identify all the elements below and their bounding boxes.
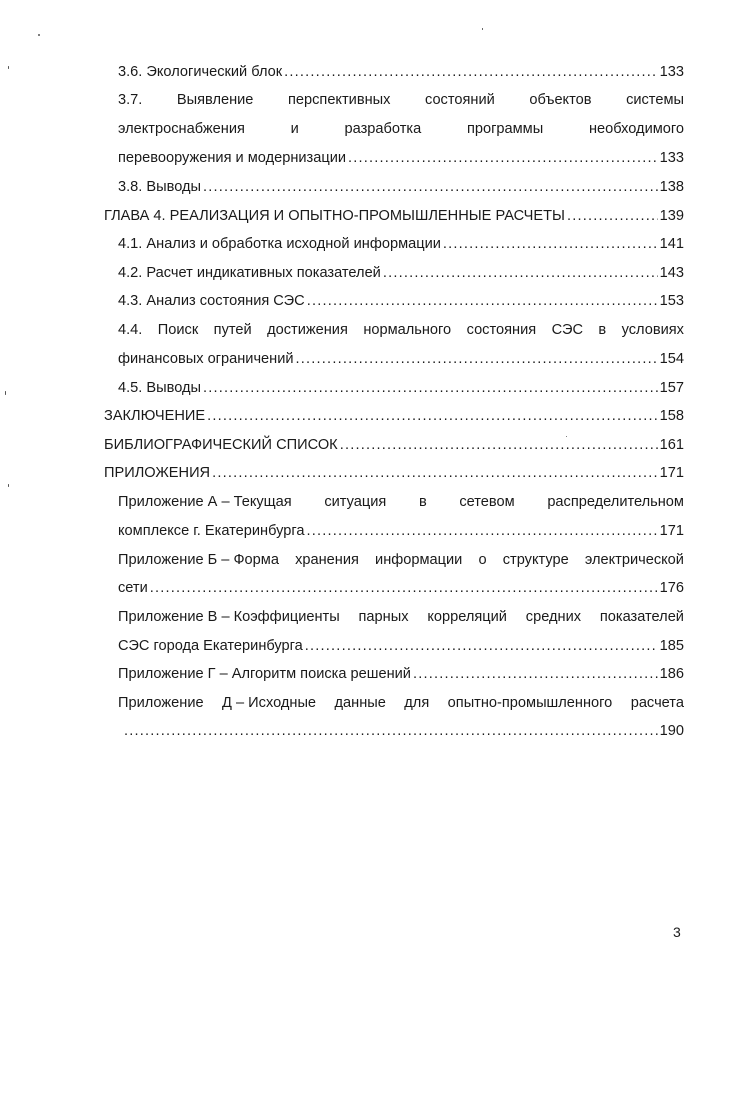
dot-leader	[284, 61, 657, 83]
toc-entry-title: ГЛАВА 4. РЕАЛИЗАЦИЯ И ОПЫТНО-ПРОМЫШЛЕННЫЕ РАСЧЕТЫ	[104, 208, 565, 224]
toc-entry-page: 161	[659, 437, 684, 453]
toc-entry-page: 171	[659, 465, 684, 481]
dot-leader	[383, 262, 658, 284]
toc-entry-title: 4.1. Анализ и обработка исходной информации	[118, 236, 441, 252]
word: распределительном	[547, 494, 684, 510]
toc-entry-title: СЭС города Екатеринбурга	[118, 638, 303, 654]
scan-speck	[38, 34, 40, 36]
toc-entry-page: 171	[659, 523, 684, 539]
toc-entry[interactable]	[104, 205, 684, 227]
toc-entry[interactable]	[122, 720, 684, 742]
dot-leader	[340, 434, 658, 456]
toc-entry-title: финансовых ограничений	[118, 351, 294, 367]
word: для	[404, 695, 430, 711]
word: парных	[358, 609, 409, 625]
toc-entry-line[interactable]	[118, 606, 684, 628]
toc-entry-page: 154	[659, 351, 684, 367]
toc-entry[interactable]	[118, 147, 684, 169]
toc-entry[interactable]	[118, 663, 684, 685]
word: Д – Исходные	[222, 695, 317, 711]
toc-entry-line[interactable]	[118, 491, 684, 513]
word: достижения	[267, 322, 348, 338]
word: Приложение А – Текущая	[118, 494, 292, 510]
scan-speck	[482, 28, 483, 30]
toc-entry-title: БИБЛИОГРАФИЧЕСКИЙ СПИСОК	[104, 437, 338, 453]
toc-entry-title: 4.2. Расчет индикативных показателей	[118, 265, 381, 281]
word: электроснабжения	[118, 121, 245, 137]
word: информации	[375, 552, 463, 568]
word: опытно-промышленного	[447, 695, 613, 711]
toc-entry-line[interactable]	[118, 89, 684, 111]
toc-entry-title: ПРИЛОЖЕНИЯ	[104, 465, 211, 481]
word: средних	[525, 609, 582, 625]
toc-entry-page: 138	[659, 179, 684, 195]
toc-entry-title: перевооружения и модернизации	[118, 150, 346, 166]
dot-leader	[124, 720, 658, 742]
toc-entry[interactable]	[104, 462, 684, 484]
toc-entry-page: 176	[659, 580, 684, 596]
toc-entry-page: 185	[659, 638, 684, 654]
dot-leader	[150, 577, 658, 599]
toc-entry-page: 141	[659, 236, 684, 252]
word: данные	[334, 695, 386, 711]
toc-entry-title: комплексе г. Екатеринбурга	[118, 523, 305, 539]
word: в	[418, 494, 427, 510]
word: необходимого	[588, 121, 684, 137]
word: расчета	[630, 695, 684, 711]
dot-leader	[212, 462, 658, 484]
word: перспективных	[287, 92, 391, 108]
scan-speck	[8, 484, 9, 487]
word: Выявление	[176, 92, 254, 108]
toc-entry-title: 3.8. Выводы	[118, 179, 202, 195]
word: объектов	[529, 92, 592, 108]
word: программы	[466, 121, 544, 137]
toc-entry-page: 139	[659, 208, 684, 224]
toc-entry-title: сети	[118, 580, 148, 596]
toc-entry[interactable]	[118, 176, 684, 198]
toc-entry[interactable]	[118, 348, 684, 370]
toc-entry[interactable]	[118, 377, 684, 399]
dot-leader	[348, 147, 658, 169]
word: сетевом	[459, 494, 515, 510]
word: Приложение Б – Форма	[118, 552, 279, 568]
word: 4.4.	[118, 322, 143, 338]
toc-entry-title: ЗАКЛЮЧЕНИЕ	[104, 408, 206, 424]
scan-speck	[566, 436, 567, 437]
toc-entry-title: 4.3. Анализ состояния СЭС	[118, 293, 305, 309]
scan-speck	[5, 391, 6, 395]
toc-entry[interactable]	[104, 405, 684, 427]
word: системы	[626, 92, 684, 108]
word: и	[290, 121, 299, 137]
toc-entry-title: 4.5. Выводы	[118, 380, 202, 396]
toc-entry-line[interactable]	[118, 319, 684, 341]
dot-leader	[307, 520, 658, 542]
toc-entry[interactable]	[118, 577, 684, 599]
toc-entry-page: 133	[659, 64, 684, 80]
dot-leader	[443, 233, 658, 255]
toc-entry[interactable]	[118, 262, 684, 284]
dot-leader	[567, 205, 658, 227]
scan-speck	[8, 66, 9, 69]
toc-entry[interactable]	[118, 520, 684, 542]
word: состояний	[424, 92, 495, 108]
toc-entry-title: Приложение Г – Алгоритм поиска решений	[118, 666, 411, 682]
word: условиях	[621, 322, 684, 338]
page-number: 3	[673, 924, 681, 940]
word: хранения	[295, 552, 359, 568]
word: в	[598, 322, 607, 338]
dot-leader	[305, 635, 658, 657]
toc-entry-page: 143	[659, 265, 684, 281]
toc-entry[interactable]	[118, 635, 684, 657]
toc-entry-line[interactable]	[118, 118, 684, 140]
word: корреляций	[427, 609, 507, 625]
word: Поиск	[157, 322, 199, 338]
toc-entry-page: 133	[659, 150, 684, 166]
word: Приложение	[118, 695, 204, 711]
word: электрической	[584, 552, 684, 568]
toc-entry-line[interactable]	[118, 692, 684, 714]
toc-entry[interactable]	[118, 290, 684, 312]
toc-entry-page: 157	[659, 380, 684, 396]
toc-entry-page: 153	[659, 293, 684, 309]
word: показателей	[599, 609, 684, 625]
dot-leader	[307, 290, 658, 312]
word: разработка	[344, 121, 422, 137]
toc-entry[interactable]	[118, 233, 684, 255]
word: СЭС	[551, 322, 583, 338]
word: структуре	[502, 552, 569, 568]
word: состояния	[466, 322, 537, 338]
toc-entry-title: 3.6. Экологический блок	[118, 64, 283, 80]
toc-entry-page: 158	[659, 408, 684, 424]
word: о	[478, 552, 487, 568]
dot-leader	[207, 405, 658, 427]
toc-entry[interactable]	[118, 61, 684, 83]
word: Приложение В – Коэффициенты	[118, 609, 340, 625]
word: ситуация	[324, 494, 387, 510]
toc-entry-page: 186	[659, 666, 684, 682]
dot-leader	[203, 176, 658, 198]
word: нормального	[363, 322, 452, 338]
toc-entry[interactable]	[104, 434, 684, 456]
word: 3.7.	[118, 92, 143, 108]
dot-leader	[203, 377, 658, 399]
toc-entry-line[interactable]	[118, 549, 684, 571]
dot-leader	[296, 348, 658, 370]
dot-leader	[413, 663, 658, 685]
toc-entry-page: 190	[659, 723, 684, 739]
word: путей	[213, 322, 252, 338]
